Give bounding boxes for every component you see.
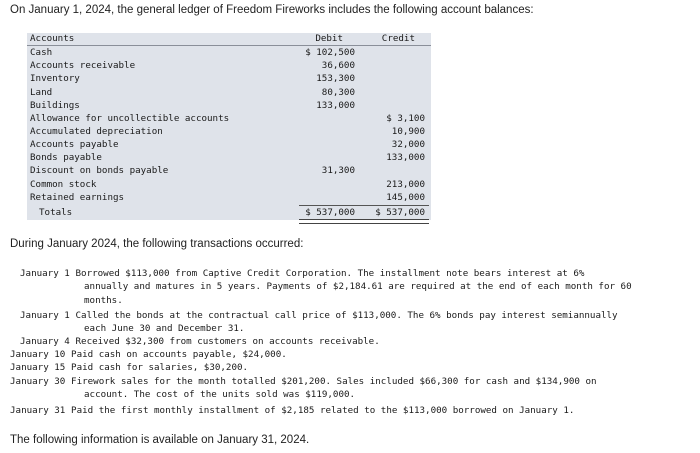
footer-text: The following information is available on January 31, 2024. [10,434,310,446]
totals-credit: $ 537,000 [375,207,425,218]
ledger-debit: 153,300 [316,73,355,85]
transaction-text: each June 30 and December 31. [84,323,245,335]
transaction-text: account. The cost of the units sold was $119,000. [84,389,356,401]
transaction-date: January 30 [10,376,66,387]
intro-text: On January 1, 2024, the general ledger of Freedom Fireworks includes the following account balances: [10,4,534,16]
transaction-text: Firework sales for the month totalled $201,200. Sales included $66,300 for cash and $134,900 on [71,376,597,387]
ledger-account: Buildings [30,99,80,111]
ledger-account: Inventory [30,73,80,85]
totals-debit: $ 537,000 [305,207,355,218]
transaction-text: Borrowed $113,000 from Captive Credit Corporation. The installment note bears interest at 6% [75,268,585,279]
transaction-date: January 31 [10,405,66,416]
ledger-account: Common stock [30,178,97,190]
ledger-account: Bonds payable [30,152,102,164]
transaction-text: Received $32,300 from customers on accounts receivable. [75,336,380,347]
trial-balance-table [27,33,431,220]
ledger-credit: $ 3,100 [386,112,425,124]
ledger-account: Discount on bonds payable [30,165,169,177]
transaction-date: January 1 [20,310,70,321]
ledger-account: Cash [30,47,53,58]
transaction-text: months. [84,294,123,306]
transaction-text: Called the bonds at the contractual call price of $113,000. The 6% bonds pay interest semiannually [75,310,618,321]
ledger-account: Accumulated depreciation [30,125,163,137]
transaction-date: January 4 [20,336,70,347]
totals-label: Totals [39,207,73,218]
ledger-debit: 31,300 [321,165,355,177]
ledger-account: Accounts receivable [30,60,136,72]
transaction-date: January 1 [20,268,70,279]
accounts-header: Accounts [30,33,75,44]
ledger-credit: 32,000 [391,139,425,150]
transaction-date: January 10 [10,349,66,360]
transaction-text: annually and matures in 5 years. Payments of $2,184.61 are required at the end of each month for 60 [84,281,632,293]
debit-header: Debit [315,33,343,44]
ledger-debit: 36,600 [321,60,355,72]
totals-rule [299,205,429,206]
credit-header: Credit [381,33,415,44]
transaction-text: Paid cash on accounts payable, $24,000. [71,349,287,360]
ledger-credit: 10,900 [391,125,425,137]
ledger-account: Accounts payable [30,139,119,150]
transaction-text: Paid cash for salaries, $30,200. [71,362,249,373]
transaction-date: January 15 [10,362,66,373]
ledger-credit: 133,000 [386,152,425,164]
ledger-account: Allowance for uncollectible accounts [30,112,230,124]
totals-double-rule [299,219,429,224]
ledger-account: Retained earnings [30,191,125,203]
transaction-text: Paid the first monthly installment of $2,185 related to the $113,000 borrowed on January 1. [71,405,575,416]
ledger-debit: $ 102,500 [305,47,355,58]
ledger-credit: 213,000 [386,178,425,190]
ledger-debit: 133,000 [316,99,355,111]
ledger-credit: 145,000 [386,191,425,203]
ledger-debit: 80,300 [321,86,355,98]
header-divider [27,45,431,46]
ledger-account: Land [30,86,53,98]
transactions-heading: During January 2024, the following transactions occurred: [10,238,304,250]
